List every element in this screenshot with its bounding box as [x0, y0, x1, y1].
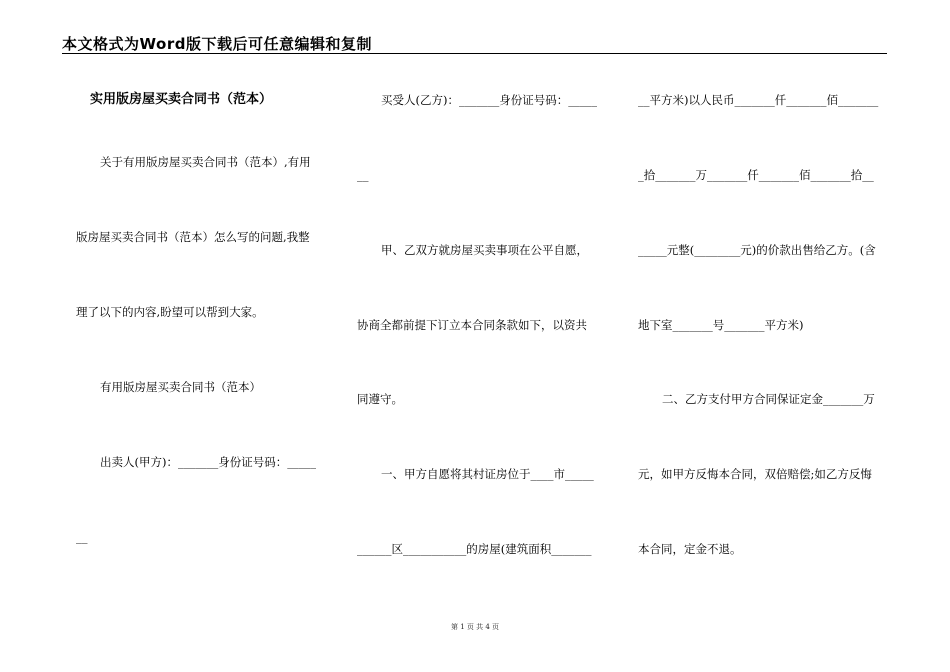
banner-rule — [62, 53, 887, 54]
paragraph-line: _____元整(________元)的价款出售给乙方。(含 — [638, 243, 876, 257]
paragraph-line: __平方米)以人民币_______仟_______佰_______ — [638, 93, 879, 107]
page-footer: 第 1 页 共 4 页 — [450, 623, 500, 631]
paragraph-line: 理了以下的内容,盼望可以帮到大家。 — [76, 305, 264, 319]
paragraph-line: _拾_______万_______仟_______佰_______拾__ — [638, 168, 874, 182]
download-banner: 本文格式为Word版下载后可任意编辑和复制 — [62, 35, 372, 53]
paragraph-line: 同遵守。 — [357, 392, 403, 406]
document-title: 实用版房屋买卖合同书（范本） — [90, 92, 273, 107]
paragraph-line: 协商全都前提下订立本合同条款如下，以资共 — [357, 318, 587, 332]
paragraph-line: ______区___________的房屋(建筑面积_______ — [357, 542, 592, 556]
paragraph-line: __ — [76, 530, 88, 544]
paragraph-line: 地下室_______号_______平方米) — [638, 318, 804, 332]
paragraph-line: 关于有用版房屋买卖合同书（范本）,有用 — [100, 155, 311, 169]
paragraph-line: 一、甲方自愿将其村证房位于____市_____ — [381, 467, 594, 481]
paragraph-line: 元，如甲方反悔本合同，双倍赔偿;如乙方反悔 — [638, 467, 872, 481]
paragraph-line: 本合同，定金不退。 — [638, 542, 742, 556]
paragraph-line: __ — [357, 168, 369, 182]
paragraph-line: 买受人(乙方)：_______身份证号码：_____ — [381, 93, 597, 107]
paragraph-line: 版房屋买卖合同书（范本）怎么写的问题,我整 — [76, 230, 310, 244]
paragraph-line: 出卖人(甲方)：_______身份证号码：_____ — [100, 455, 316, 469]
paragraph-line: 有用版房屋买卖合同书（范本） — [100, 380, 261, 394]
paragraph-line: 甲、乙双方就房屋买卖事项在公平自愿， — [381, 243, 588, 257]
paragraph-line: 二、乙方支付甲方合同保证定金_______万 — [662, 392, 875, 406]
